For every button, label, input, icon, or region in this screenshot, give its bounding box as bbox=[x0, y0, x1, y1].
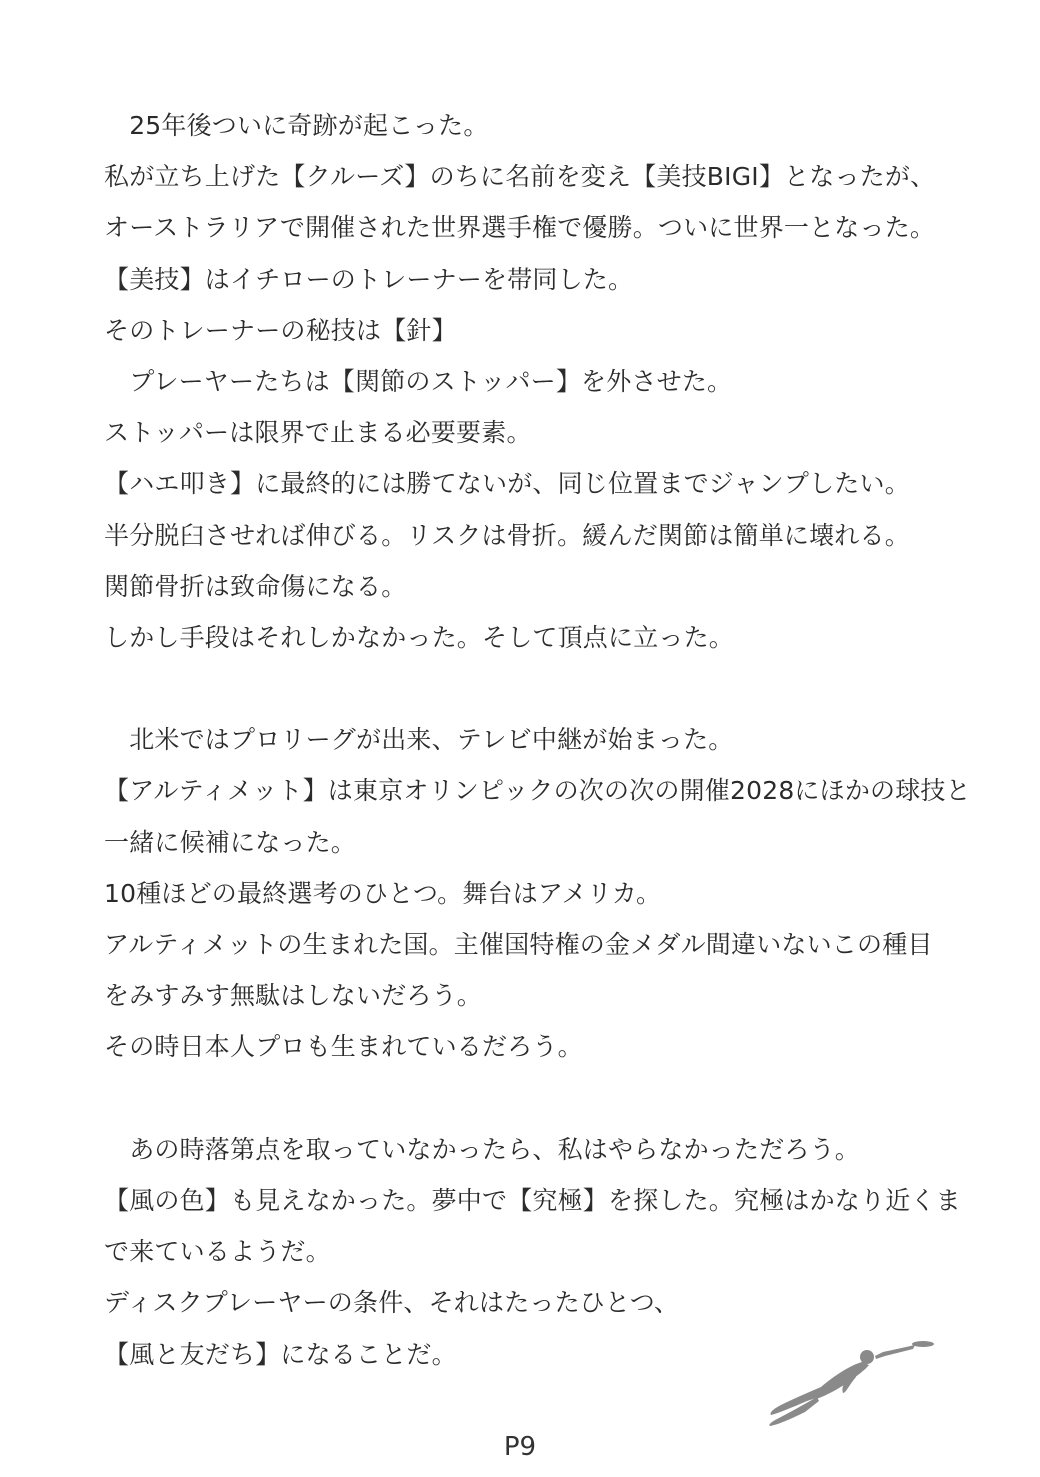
text-line: そのトレーナーの秘技は【針】 bbox=[104, 315, 457, 345]
text-line: 私が立ち上げた【クルーズ】のちに名前を変え【美技BIGI】となったが、 bbox=[104, 162, 936, 192]
text-line: 半分脱臼させれば伸びる。リスクは骨折。緩んだ関節は簡単に壊れる。 bbox=[104, 520, 910, 550]
text-line: 一緒に候補になった。 bbox=[104, 827, 357, 857]
text-line: その時日本人プロも生まれているだろう。 bbox=[104, 1032, 583, 1062]
text-line: オーストラリアで開催された世界選手権で優勝。ついに世界一となった。 bbox=[104, 213, 936, 243]
text-line: で来ているようだ。 bbox=[104, 1237, 331, 1267]
text-line: をみすみす無駄はしないだろう。 bbox=[104, 981, 483, 1011]
blank-line bbox=[104, 1073, 934, 1124]
text-line: 北米ではプロリーグが出来、テレビ中継が始まった。 bbox=[104, 725, 734, 755]
diving-disc-player-icon bbox=[763, 1335, 935, 1427]
text-line: あの時落第点を取っていなかったら、私はやらなかっただろう。 bbox=[104, 1134, 861, 1164]
text-line: プレーヤーたちは【関節のストッパー】を外させた。 bbox=[104, 366, 733, 396]
text-line: アルティメットの生まれた国。主催国特権の金メダル間違いないこの種目 bbox=[104, 930, 933, 959]
paragraph-1 bbox=[104, 100, 934, 663]
page-number: P9 bbox=[503, 1432, 537, 1462]
text-line: 【風と友だち】になることだ。 bbox=[104, 1339, 457, 1369]
text-line: 関節骨折は致命傷になる。 bbox=[104, 571, 407, 601]
text-line: ストッパーは限界で止まる必要要素。 bbox=[104, 418, 532, 448]
text-line: 10種ほどの最終選考のひとつ。舞台はアメリカ。 bbox=[104, 878, 662, 908]
text-line: しかし手段はそれしかなかった。そして頂点に立った。 bbox=[104, 622, 735, 652]
paragraph-2 bbox=[104, 714, 971, 1072]
body-text bbox=[104, 100, 971, 1380]
text-line: 【美技】はイチローのトレーナーを帯同した。 bbox=[104, 264, 634, 294]
text-line: 【アルティメット】は東京オリンピックの次の次の開催2028にほかの球技と bbox=[104, 776, 971, 806]
text-line: ディスクプレーヤーの条件、それはたったひとつ、 bbox=[104, 1288, 680, 1318]
text-line: 【風の色】も見えなかった。夢中で【究極】を探した。究極はかなり近くま bbox=[104, 1185, 961, 1215]
blank-line bbox=[104, 663, 934, 714]
text-line: 25年後ついに奇跡が起こった。 bbox=[104, 111, 489, 140]
text-line: 【ハエ叩き】に最終的には勝てないが、同じ位置までジャンプしたい。 bbox=[104, 469, 910, 499]
